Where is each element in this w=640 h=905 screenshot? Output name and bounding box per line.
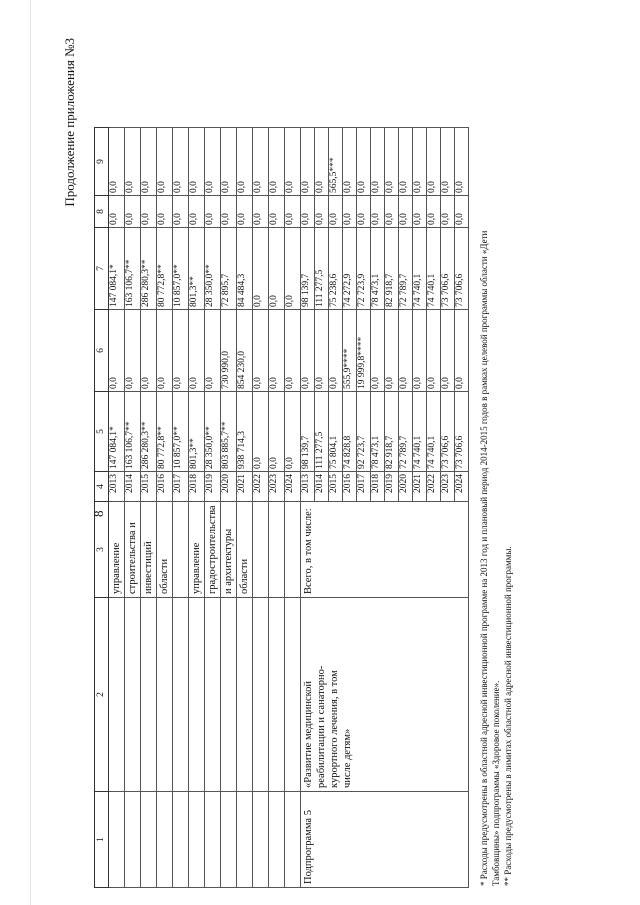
table-cell: 2023	[441, 472, 455, 502]
table-cell	[285, 598, 301, 792]
table-row	[125, 128, 141, 888]
table-cell: и архитектуры	[221, 502, 237, 598]
table-cell	[269, 598, 285, 792]
table-cell: 28 350,0**	[205, 228, 221, 310]
table-cell	[221, 792, 237, 888]
table-cell: управление	[189, 502, 205, 598]
table-cell: 2014	[125, 472, 141, 502]
table-cell: 0,0	[173, 128, 189, 196]
table-cell: 2018	[189, 472, 205, 502]
page-header: Продолжение приложения №3	[62, 38, 77, 207]
table-cell: 555,9****	[343, 310, 357, 392]
table-cell: 0,0	[157, 310, 173, 392]
table-cell: 0,0	[253, 310, 269, 392]
table-cell: 2016	[157, 472, 173, 502]
table-cell: 28 350,0**	[205, 392, 221, 472]
table-cell: 74 740,1	[427, 392, 441, 472]
table-cell: 0,0	[455, 196, 469, 228]
table-cell: 0,0	[141, 310, 157, 392]
table-cell: 73 706,6	[441, 392, 455, 472]
table-cell: 2019	[385, 472, 399, 502]
table-cell: 0,0	[285, 196, 301, 228]
table-cell: 2022	[427, 472, 441, 502]
table-cell: 0,0	[385, 310, 399, 392]
table-cell: 78 473,1	[371, 228, 385, 310]
table-cell: 286 280,3**	[141, 392, 157, 472]
table-cell: 0,0	[371, 128, 385, 196]
table-cell: 0,0	[285, 128, 301, 196]
table-cell: 2022	[253, 472, 269, 502]
table-cell: 0,0	[399, 128, 413, 196]
table-cell	[221, 598, 237, 792]
table-cell	[109, 792, 125, 888]
table-cell: 98 139,7	[301, 392, 315, 472]
table-cell: 0,0	[189, 196, 205, 228]
table-cell: 2015	[141, 472, 157, 502]
table-cell: 0,0	[399, 196, 413, 228]
table-row	[157, 128, 173, 888]
table-cell: 0,0	[157, 128, 173, 196]
table-cell: области	[157, 502, 173, 598]
table-cell: 2013	[301, 472, 315, 502]
table-cell: 0,0	[357, 128, 371, 196]
table-cell: 0,0	[343, 128, 357, 196]
subprogram-name-line: курортного лечения, в том	[329, 670, 340, 788]
table-cell	[141, 598, 157, 792]
column-number-8: 8	[95, 196, 109, 228]
table-cell: 0,0	[205, 196, 221, 228]
table-cell: 0,0	[173, 196, 189, 228]
table-cell: 72 723,9	[357, 228, 371, 310]
table-cell	[109, 598, 125, 792]
table-cell	[253, 792, 269, 888]
table-cell: 0,0	[385, 196, 399, 228]
table-cell: 0,0	[205, 128, 221, 196]
table-cell: 0,0	[125, 310, 141, 392]
table-cell: 0,0	[269, 228, 285, 310]
table-cell: 0,0	[189, 128, 205, 196]
table-cell: 2016	[343, 472, 357, 502]
table-cell: 0,0	[427, 310, 441, 392]
table-cell: 0,0	[173, 310, 189, 392]
subprogram-number: Подпрограмма 5	[301, 792, 469, 888]
table-cell: 80 772,8**	[157, 228, 173, 310]
table-cell: 0,0	[371, 310, 385, 392]
table-cell: 78 473,1	[371, 392, 385, 472]
table-cell: 0,0	[441, 196, 455, 228]
table-cell: 73 706,6	[455, 392, 469, 472]
table-row	[237, 128, 253, 888]
table-cell: 72 895,7	[221, 228, 237, 310]
table-cell: 111 277,5	[315, 392, 329, 472]
table-cell: 0,0	[427, 128, 441, 196]
table-cell	[269, 792, 285, 888]
table-cell: 0,0	[141, 196, 157, 228]
table-cell: 2024	[455, 472, 469, 502]
page-number: 8	[91, 510, 106, 517]
table-cell: 0,0	[285, 392, 301, 472]
table-cell: 565,5***	[329, 128, 343, 196]
table-cell: 0,0	[441, 310, 455, 392]
table-cell	[285, 792, 301, 888]
table-cell: 80 772,8**	[157, 392, 173, 472]
table-cell: 92 723,7	[357, 392, 371, 472]
table-row	[269, 128, 285, 888]
table-cell: 0,0	[157, 196, 173, 228]
table-cell: инвестиций	[141, 502, 157, 598]
table-cell: 0,0	[399, 310, 413, 392]
table-cell: 0,0	[441, 128, 455, 196]
column-number-7: 7	[95, 228, 109, 310]
table-cell: 2021	[413, 472, 427, 502]
column-number-5: 5	[95, 392, 109, 472]
table-row	[301, 128, 315, 888]
table-cell: 0,0	[109, 196, 125, 228]
table-cell: 0,0	[413, 310, 427, 392]
column-number-1: 1	[95, 792, 109, 888]
column-number-2: 2	[95, 598, 109, 792]
column-number-3: 3	[95, 502, 109, 598]
column-number-6: 6	[95, 310, 109, 392]
subprogram-name-line: реабилитации и санаторно-	[316, 665, 327, 788]
table-cell: 854 230,0	[237, 310, 253, 392]
scan-edge	[30, 0, 31, 905]
table-cell: 0,0	[125, 128, 141, 196]
table-row	[285, 128, 301, 888]
table-cell	[157, 598, 173, 792]
table-cell: 82 918,7	[385, 392, 399, 472]
table-cell: 84 484,3	[237, 228, 253, 310]
table-cell: 0,0	[237, 196, 253, 228]
column-number-row	[95, 128, 109, 888]
table-cell: 0,0	[285, 228, 301, 310]
table-cell: области	[237, 502, 253, 598]
table-cell: 2021	[237, 472, 253, 502]
table-cell	[205, 598, 221, 792]
table-cell: 0,0	[253, 196, 269, 228]
table-cell: 0,0	[315, 310, 329, 392]
table-cell	[173, 792, 189, 888]
table-cell: 0,0	[413, 128, 427, 196]
table-cell: управление	[109, 502, 125, 598]
table-cell: 2017	[357, 472, 371, 502]
subprogram-name-line: числе детям»	[342, 728, 353, 788]
column-number-9: 9	[95, 128, 109, 196]
table-cell	[253, 502, 269, 598]
table-cell: 74 828,8	[343, 392, 357, 472]
table-cell	[253, 598, 269, 792]
table-cell: 73 706,6	[455, 228, 469, 310]
table-cell: 82 918,7	[385, 228, 399, 310]
table-cell: 0,0	[253, 128, 269, 196]
table-cell: 0,0	[385, 128, 399, 196]
table-cell: 2024	[285, 472, 301, 502]
table-cell: 0,0	[371, 196, 385, 228]
table-cell: 163 106,7**	[125, 392, 141, 472]
table-cell	[173, 598, 189, 792]
table-cell: 0,0	[343, 196, 357, 228]
table-cell: 0,0	[109, 310, 125, 392]
table-cell: 803 885,7**	[221, 392, 237, 472]
table-cell: 0,0	[301, 310, 315, 392]
footnote-1-cont: Тамбовщины» подпрограммы «Здоровое поколение».	[491, 680, 501, 886]
table-cell: 163 106,7**	[125, 228, 141, 310]
table-cell: 0,0	[329, 196, 343, 228]
table-cell: 75 804,1	[329, 392, 343, 472]
table-cell: 2014	[315, 472, 329, 502]
table-cell: 2018	[371, 472, 385, 502]
column-number-4: 4	[95, 472, 109, 502]
table-cell: 73 706,6	[441, 228, 455, 310]
table-cell: 19 999,8****	[357, 310, 371, 392]
table-cell: 2013	[109, 472, 125, 502]
table-cell	[205, 792, 221, 888]
table-cell: 0,0	[269, 196, 285, 228]
table-cell	[141, 792, 157, 888]
table-cell: 0,0	[221, 128, 237, 196]
table-cell: 0,0	[301, 128, 315, 196]
table-cell: 730 990,0	[221, 310, 237, 392]
table-cell: 0,0	[141, 128, 157, 196]
table-cell: 2017	[173, 472, 189, 502]
subprogram-name-line: «Развитие медицинской	[303, 680, 314, 788]
table-cell: 0,0	[253, 228, 269, 310]
table-cell: 10 857,0**	[173, 392, 189, 472]
table-cell: 0,0	[125, 196, 141, 228]
table-cell: 0,0	[269, 128, 285, 196]
table-cell: 72 789,7	[399, 228, 413, 310]
subprogram-name	[301, 598, 469, 792]
table-cell: 286 280,3**	[141, 228, 157, 310]
table-cell: 74 740,1	[413, 392, 427, 472]
table-cell: 0,0	[427, 196, 441, 228]
table-cell: 2023	[269, 472, 285, 502]
table-cell: 0,0	[109, 128, 125, 196]
table-cell	[157, 792, 173, 888]
table-cell: 0,0	[285, 310, 301, 392]
table-cell: 74 740,1	[413, 228, 427, 310]
table-cell: 0,0	[455, 310, 469, 392]
table-cell: 801,3**	[189, 228, 205, 310]
table-cell: 72 789,7	[399, 392, 413, 472]
table-cell: 147 084,1*	[109, 392, 125, 472]
table-cell: 98 139,7	[301, 228, 315, 310]
table-cell: 0,0	[455, 128, 469, 196]
table-cell: 0,0	[269, 310, 285, 392]
table-cell: 10 857,0**	[173, 228, 189, 310]
table-cell: 2020	[399, 472, 413, 502]
table-cell	[125, 598, 141, 792]
table-cell: градостроительства	[205, 502, 221, 598]
table-cell: 0,0	[413, 196, 427, 228]
table-cell: 111 277,5	[315, 228, 329, 310]
table-row	[173, 128, 189, 888]
table-row	[253, 128, 269, 888]
table-row	[189, 128, 205, 888]
responsible-total: Всего, в том числе:	[301, 502, 469, 598]
table-cell	[237, 792, 253, 888]
table-cell	[237, 598, 253, 792]
table-row	[141, 128, 157, 888]
table-cell: 2015	[329, 472, 343, 502]
table-cell: 147 084,1*	[109, 228, 125, 310]
table-cell: 0,0	[269, 392, 285, 472]
table-cell: 0,0	[253, 392, 269, 472]
footnote-1: * Расходы предусмотрены в областной адресной инвестиционной программе на 2013 год и плановый период 2014-2015 годов в рамках целевой программы области «Дети	[479, 230, 489, 886]
table-cell: 0,0	[357, 196, 371, 228]
table-cell: 74 740,1	[427, 228, 441, 310]
footnotes	[478, 36, 514, 886]
table-cell	[125, 792, 141, 888]
footnote-2: ** Расходы предусмотрены в лимитах областной адресной инвестиционной программы.	[503, 546, 513, 886]
table-cell	[189, 598, 205, 792]
table-row	[221, 128, 237, 888]
table-cell	[285, 502, 301, 598]
table-cell: 75 238,6	[329, 228, 343, 310]
table-cell: 938 714,3	[237, 392, 253, 472]
table-cell: 0,0	[205, 310, 221, 392]
budget-table	[94, 127, 469, 888]
table-row	[205, 128, 221, 888]
table-cell: 0,0	[221, 196, 237, 228]
table-cell: 0,0	[189, 310, 205, 392]
table-cell: 0,0	[315, 196, 329, 228]
table-cell: 0,0	[237, 128, 253, 196]
table-cell: 2019	[205, 472, 221, 502]
table-cell	[269, 502, 285, 598]
table-cell: 0,0	[301, 196, 315, 228]
table-cell	[173, 502, 189, 598]
table-cell: 0,0	[315, 128, 329, 196]
table-cell: 801,3**	[189, 392, 205, 472]
table-cell: 0,0	[329, 310, 343, 392]
table-cell: 74 272,9	[343, 228, 357, 310]
table-cell: строительства и	[125, 502, 141, 598]
table-cell	[189, 792, 205, 888]
rotated-page	[62, 38, 562, 888]
table-cell: 2020	[221, 472, 237, 502]
table-row	[109, 128, 125, 888]
